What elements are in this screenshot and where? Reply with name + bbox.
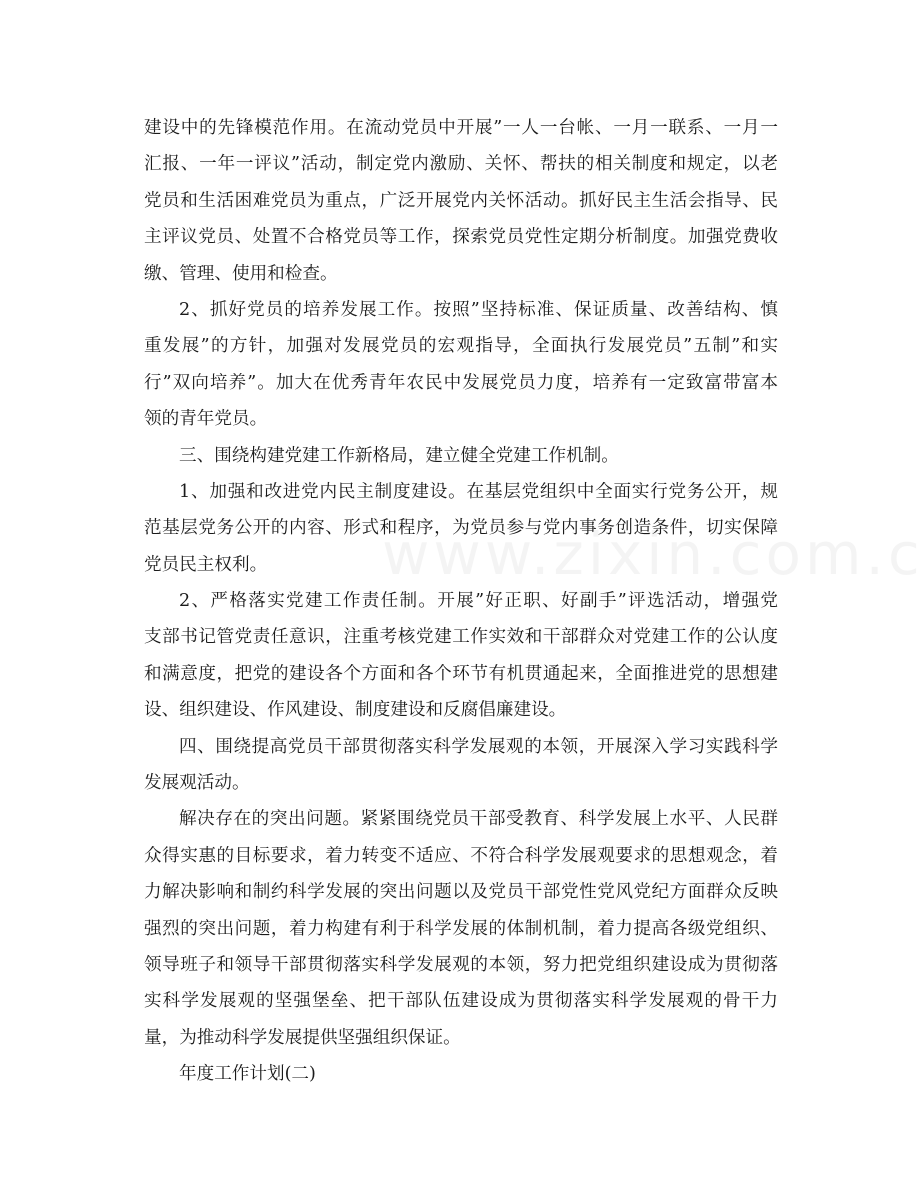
text-line: 支部书记管党责任意识，注重考核党建工作实效和干部群众对党建工作的公认度	[144, 627, 778, 648]
text-line: 2、抓好党员的培养发展工作。按照”坚持标准、保证质量、改善结构、慎	[179, 299, 778, 320]
text-line: 1、加强和改进党内民主制度建设。在基层党组织中全面实行党务公开，规	[179, 481, 778, 502]
text-line: 汇报、一年一评议”活动，制定党内激励、关怀、帮扶的相关制度和规定，以老	[144, 154, 778, 175]
text-line: 领导班子和领导干部贯彻落实科学发展观的本领，努力把党组织建设成为贯彻落	[144, 954, 778, 975]
text-line: 党员民主权利。	[144, 554, 268, 575]
text-line: 党员和生活困难党员为重点，广泛开展党内关怀活动。抓好民主生活会指导、民	[144, 190, 778, 211]
text-line: 力解决影响和制约科学发展的突出问题以及党员干部党性党风党纪方面群众反映	[144, 882, 778, 903]
text-line: 众得实惠的目标要求，着力转变不适应、不符合科学发展观要求的思想观念，着	[144, 845, 778, 866]
paragraph-1	[144, 110, 778, 292]
text-line: 量，为推动科学发展提供坚强组织保证。	[144, 1027, 461, 1048]
section-heading-3	[144, 438, 778, 474]
text-line: 建设中的先锋模范作用。在流动党员中开展”一人一台帐、一月一联系、一月一	[144, 118, 778, 138]
text-line: 主评议党员、处置不合格党员等工作，探索党员党性定期分析制度。加强党费收	[144, 227, 778, 248]
text-line: 和满意度，把党的建设各个方面和各个环节有机贯通起来，全面推进党的思想建	[144, 663, 778, 684]
text-line: 发展观活动。	[144, 773, 250, 794]
section-title-plan-2	[144, 1056, 778, 1092]
paragraph-2	[144, 292, 778, 438]
paragraph-3-1	[144, 474, 778, 583]
text-line: 范基层党务公开的内容、形式和程序，为党员参与党内事务创造条件，切实保障	[144, 518, 778, 539]
text-line: 解决存在的突出问题。紧紧围绕党员干部受教育、科学发展上水平、人民群	[179, 809, 778, 830]
text-line: 强烈的突出问题，着力构建有利于科学发展的体制机制，着力提高各级党组织、	[144, 918, 778, 939]
text-line: 实科学发展观的坚强堡垒、把干部队伍建设成为贯彻落实科学发展观的骨干力	[144, 991, 778, 1012]
document-body	[144, 110, 778, 1093]
text-line: 领的青年党员。	[144, 409, 268, 430]
paragraph-4-1	[144, 801, 778, 1056]
section-heading-4	[144, 729, 778, 802]
text-line: 缴、管理、使用和检查。	[144, 263, 338, 284]
paragraph-3-2	[144, 583, 778, 729]
text-line: 重发展”的方针，加强对发展党员的宏观指导，全面执行发展党员”五制”和实	[144, 336, 778, 357]
text-line: 2、严格落实党建工作责任制。开展”好正职、好副手”评选活动，增强党	[179, 591, 778, 612]
text-line: 三、围绕构建党建工作新格局，建立健全党建工作机制。	[179, 445, 619, 466]
text-line: 年度工作计划(二)	[179, 1064, 316, 1085]
text-line: 行”双向培养”。加大在优秀青年农民中发展党员力度，培养有一定致富带富本	[144, 372, 778, 393]
text-line: 四、围绕提高党员干部贯彻落实科学发展观的本领，开展深入学习实践科学	[179, 736, 778, 757]
text-line: 设、组织建设、作风建设、制度建设和反腐倡廉建设。	[144, 700, 567, 721]
